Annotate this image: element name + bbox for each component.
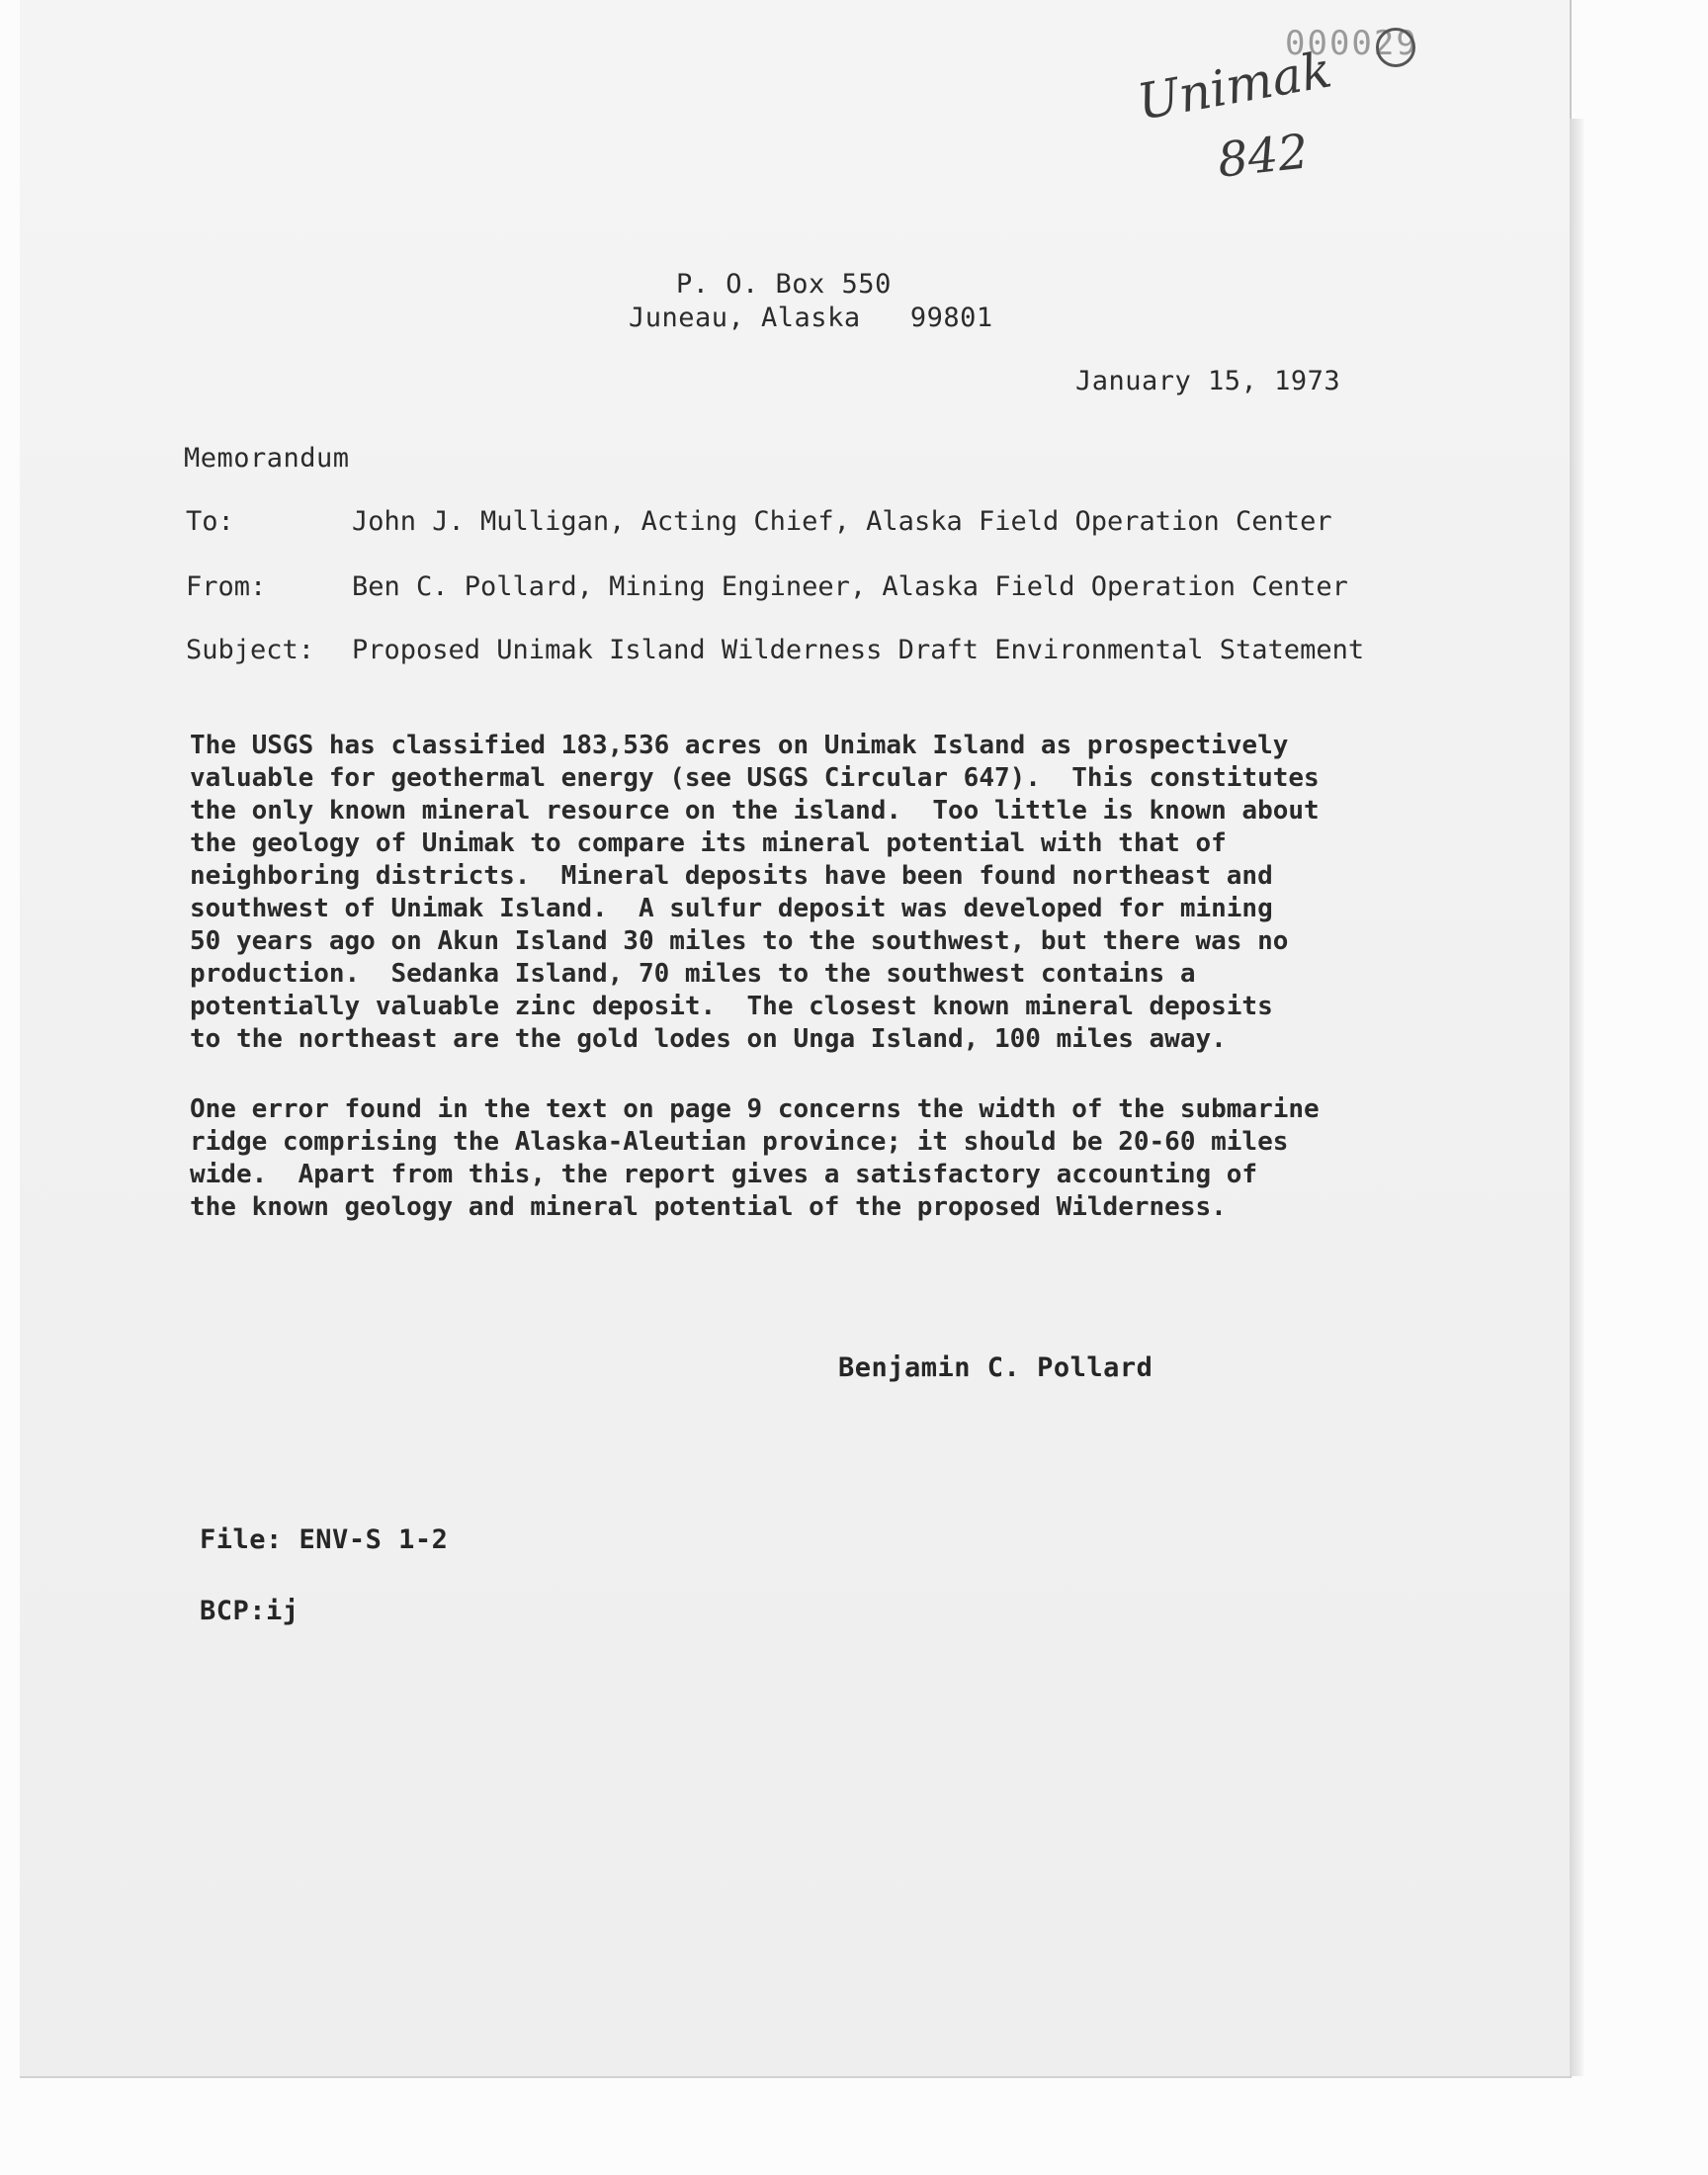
paragraph-line: potentially valuable zinc deposit. The closest known mineral deposits xyxy=(190,992,1273,1021)
address-line-2: Juneau, Alaska 99801 xyxy=(629,303,993,333)
paragraph-line: valuable for geothermal energy (see USGS Circular 647). This constitutes xyxy=(190,763,1320,793)
paragraph-line: production. Sedanka Island, 70 miles to the southwest contains a xyxy=(190,959,1196,989)
file-value: ENV-S 1-2 xyxy=(299,1524,449,1555)
memo-date: January 15, 1973 xyxy=(1075,366,1341,396)
file-reference xyxy=(200,1524,448,1555)
paragraph-line: the geology of Unimak to compare its mineral potential with that of xyxy=(190,828,1227,858)
address-line-1: P. O. Box 550 xyxy=(676,269,892,300)
paragraph-line: the only known mineral resource on the island. Too little is known about xyxy=(190,796,1320,826)
to-label: To: xyxy=(186,506,234,537)
typist-initials: BCP:ij xyxy=(200,1596,299,1626)
paragraph-line: southwest of Unimak Island. A sulfur deposit was developed for mining xyxy=(190,894,1273,923)
body-paragraph-2 xyxy=(190,1093,1435,1224)
paragraph-line: to the northeast are the gold lodes on Unga Island, 100 miles away. xyxy=(190,1024,1227,1054)
paragraph-line: 50 years ago on Akun Island 30 miles to the southwest, but there was no xyxy=(190,926,1289,956)
from-label: From: xyxy=(186,571,267,602)
memo-heading: Memorandum xyxy=(184,443,350,474)
file-label: File: xyxy=(200,1524,283,1555)
stamp-circle xyxy=(1376,28,1415,67)
from-value: Ben C. Pollard, Mining Engineer, Alaska Field Operation Center xyxy=(352,571,1348,602)
paragraph-line: wide. Apart from this, the report gives a satisfactory accounting of xyxy=(190,1160,1258,1189)
to-field xyxy=(186,506,1332,537)
handwritten-note-number: 842 xyxy=(1215,124,1312,189)
paragraph-line: ridge comprising the Alaska-Aleutian province; it should be 20-60 miles xyxy=(190,1127,1289,1157)
from-field xyxy=(186,571,1348,602)
to-value: John J. Mulligan, Acting Chief, Alaska Field Operation Center xyxy=(352,506,1332,537)
subject-value: Proposed Unimak Island Wilderness Draft Environmental Statement xyxy=(352,635,1365,665)
sheet-edge xyxy=(1570,119,1583,2076)
handwritten-note-unimak: Unimak xyxy=(1133,41,1336,131)
subject-field xyxy=(186,635,1364,665)
paragraph-line: the known geology and mineral potential of the proposed Wilderness. xyxy=(190,1192,1227,1222)
paragraph-line: neighboring districts. Mineral deposits have been found northeast and xyxy=(190,861,1273,891)
signature-name: Benjamin C. Pollard xyxy=(838,1352,1153,1383)
paragraph-line: One error found in the text on page 9 concerns the width of the submarine xyxy=(190,1094,1320,1124)
body-paragraph-1 xyxy=(190,730,1435,1056)
paragraph-line: The USGS has classified 183,536 acres on Unimak Island as prospectively xyxy=(190,731,1289,760)
subject-label: Subject: xyxy=(186,635,315,665)
archive-stamp-number: 000029 xyxy=(1285,24,1418,63)
